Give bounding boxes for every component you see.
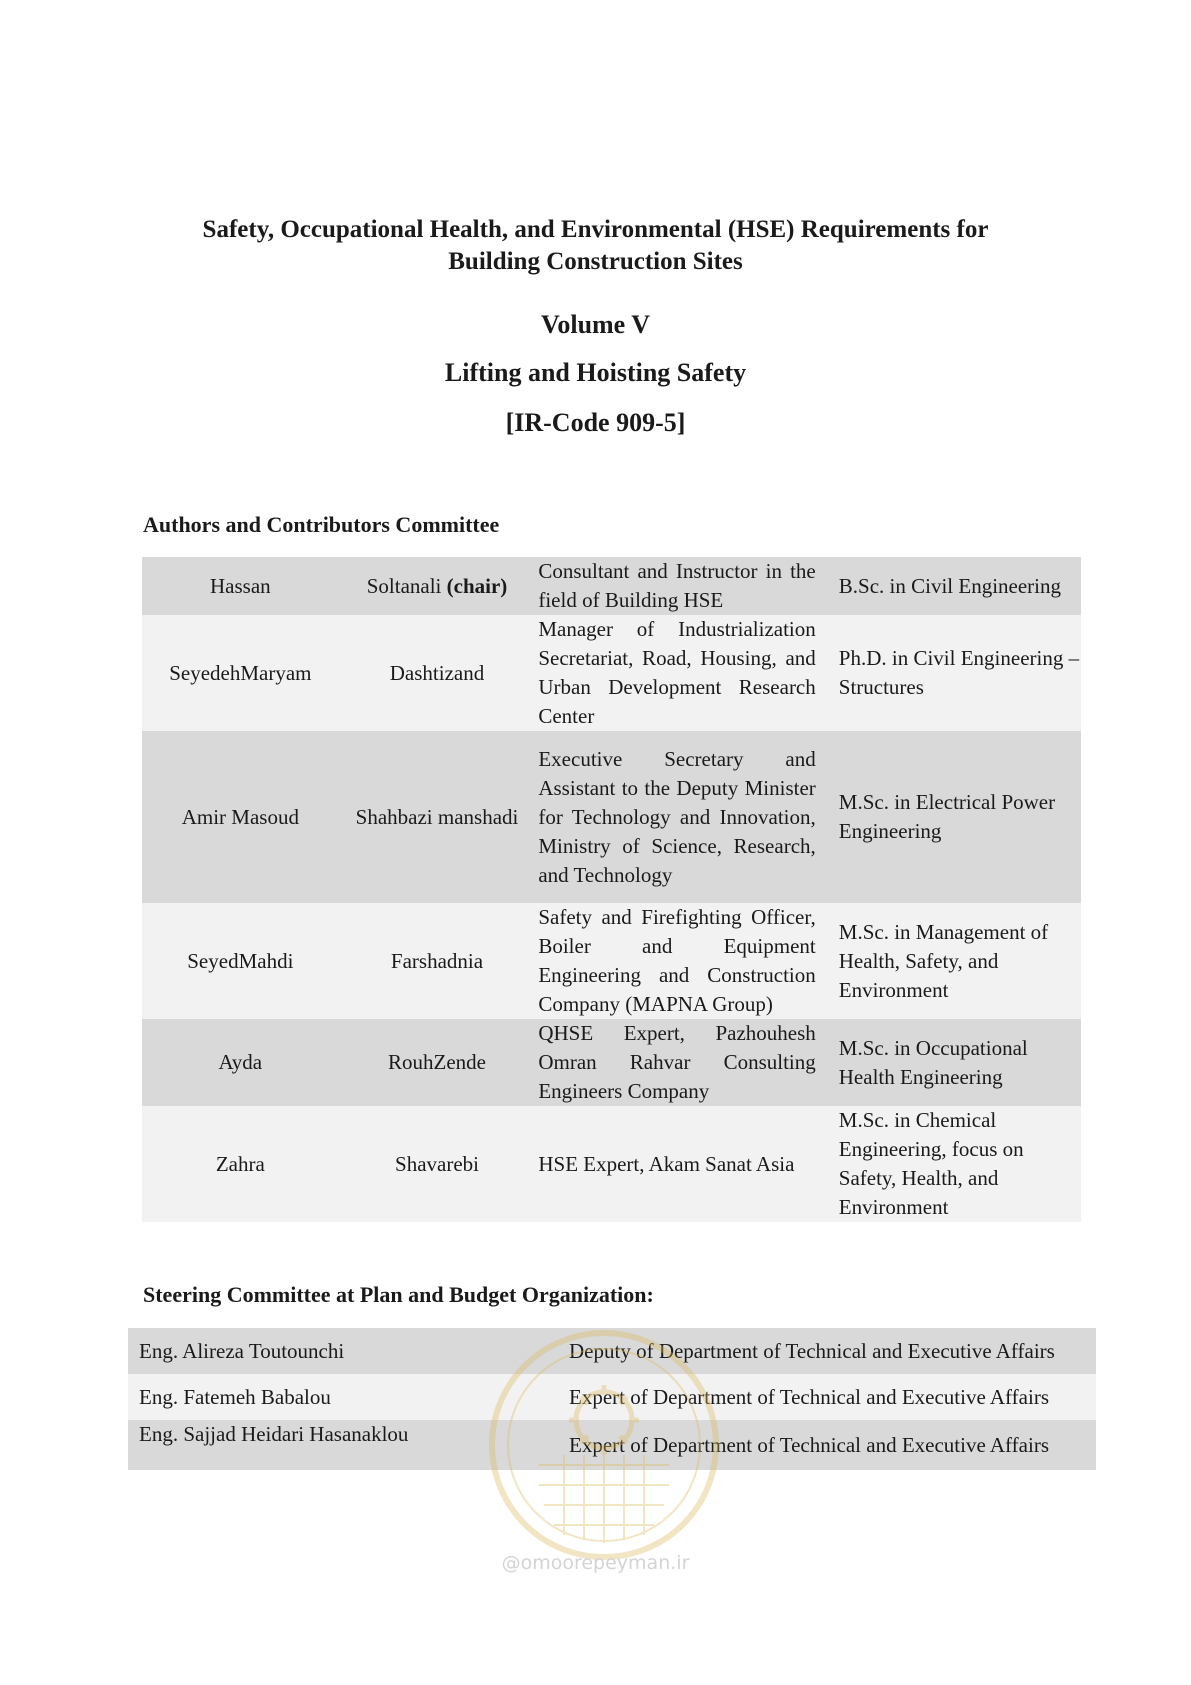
table-row — [128, 1328, 1096, 1374]
author-education: M.Sc. in Chemical Engineering, focus on Safety, Health, and Environment — [838, 1108, 1024, 1219]
watermark-text: @omoorepeyman.ir — [501, 1552, 690, 1574]
author-role: Safety and Firefighting Officer, Boiler and Equipment Engineering and Construction Company (MAPNA Group) — [538, 905, 816, 1016]
author-role: Consultant and Instructor in the field of Building HSE — [538, 559, 816, 612]
author-education: M.Sc. in Electrical Power Engineering — [838, 790, 1056, 843]
document-title — [0, 214, 1191, 278]
author-role: QHSE Expert, Pazhouhesh Omran Rahvar Consulting Engineers Company — [538, 1021, 816, 1103]
table-row — [128, 1420, 1096, 1470]
steering-member-role: Expert of Department of Technical and Executive Affairs — [569, 1384, 1049, 1409]
authors-table — [142, 557, 1081, 1222]
document-subtitle: Lifting and Hoisting Safety — [444, 358, 747, 387]
steering-heading: Steering Committee at Plan and Budget Organization: — [143, 1282, 654, 1307]
volume-label: Volume V — [540, 310, 651, 339]
steering-member-role: Expert of Department of Technical and Executive Affairs — [569, 1432, 1049, 1457]
author-education: B.Sc. in Civil Engineering — [838, 573, 1061, 598]
author-last-name: Shavarebi — [395, 1151, 479, 1176]
author-role: Manager of Industrialization Secretariat, Road, Housing, and Urban Development Research Center — [538, 617, 816, 728]
table-row — [142, 1019, 1081, 1106]
author-first-name: SeyedMahdi — [187, 948, 294, 973]
author-last-name: Shahbazi manshadi — [355, 804, 519, 829]
author-last-name: Dashtizand — [389, 660, 485, 685]
steering-member-role: Deputy of Department of Technical and Executive Affairs — [569, 1338, 1055, 1363]
author-education: M.Sc. in Management of Health, Safety, and Environment — [838, 919, 1049, 1002]
author-last-name: Farshadnia — [390, 948, 484, 973]
author-role: Executive Secretary and Assistant to the Deputy Minister for Technology and Innovation, Ministry of Science, Research, and Technology — [538, 746, 816, 887]
author-last-name-text: Soltanali — [366, 573, 442, 598]
steering-member-name: Eng. Alireza Toutounchi — [139, 1338, 345, 1363]
authors-heading: Authors and Contributors Committee — [143, 512, 500, 537]
steering-member-name: Eng. Sajjad Heidari Hasanaklou — [139, 1422, 409, 1446]
author-first-name: SeyedehMaryam — [169, 660, 312, 685]
author-education: M.Sc. in Occupational Health Engineering — [838, 1035, 1028, 1089]
table-row — [142, 615, 1081, 731]
table-row — [142, 1106, 1081, 1222]
title-line-1: Safety, Occupational Health, and Environmental (HSE) Requirements for — [202, 216, 989, 243]
author-first-name: Zahra — [215, 1151, 265, 1176]
table-row — [142, 731, 1081, 903]
table-row — [142, 557, 1081, 615]
chair-marker: (chair) — [446, 573, 508, 598]
table-row — [128, 1374, 1096, 1420]
author-education: Ph.D. in Civil Engineering – Structures — [838, 646, 1080, 699]
table-row — [142, 903, 1081, 1019]
title-line-2: Building Construction Sites — [448, 248, 743, 275]
steering-member-name: Eng. Fatemeh Babalou — [139, 1384, 331, 1409]
author-role: HSE Expert, Akam Sanat Asia — [538, 1151, 795, 1176]
steering-table — [128, 1328, 1096, 1470]
author-first-name: Amir Masoud — [181, 804, 299, 829]
author-first-name: Ayda — [218, 1050, 263, 1074]
author-last-name: RouhZende — [388, 1050, 486, 1074]
author-first-name: Hassan — [210, 573, 271, 598]
author-last-name — [339, 557, 536, 615]
document-code: [IR-Code 909-5] — [505, 408, 686, 437]
